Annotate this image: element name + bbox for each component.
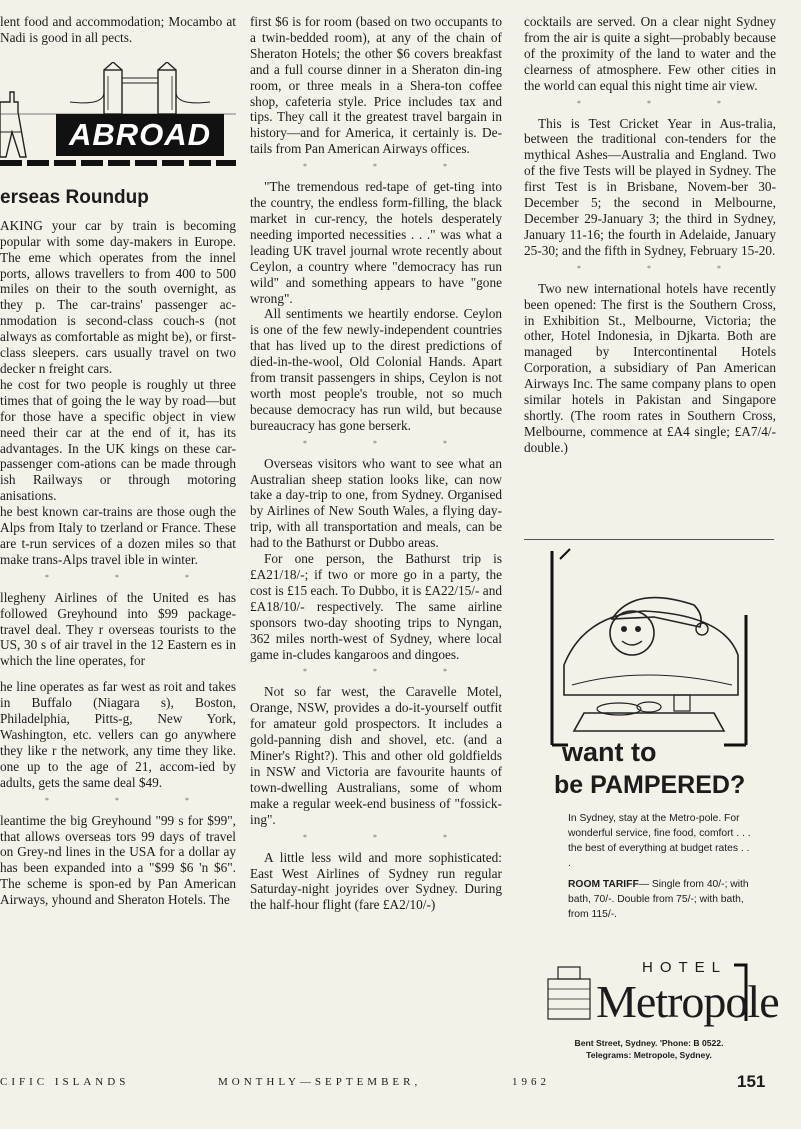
section-title: erseas Roundup bbox=[0, 186, 149, 208]
address-line: Telegrams: Metropole, Sydney. bbox=[586, 1050, 712, 1060]
divider bbox=[0, 160, 236, 166]
paragraph: Not so far west, the Caravelle Motel, Orange, NSW, provides a do-it-yourself outfit for amateur gold prospectors. It includes a gold-panning dish and shovel, etc. (and a Miner's Right?). This and other old goldfields in NSW and Victoria are favourite haunts of town-dwelling Australians, some of whom make a regular week-end business of "fossick-ing". bbox=[250, 684, 502, 827]
column-2 bbox=[250, 14, 502, 913]
publication-name: CIFIC ISLANDS bbox=[0, 1076, 130, 1088]
paragraph: This is Test Cricket Year in Aus-tralia, between the traditional con-tenders for the mythical Ashes—Australia and England. Two of the five Tests will be played in Sydney. The first Test is in Brisbane, Novem-ber 30-December 5; the second in Melbourne, December 29-January 3; the third in Sydney, January 11-16; the fourth in Adelaide, January 25-30; and the fifth in Sydney, February 15-20. bbox=[524, 115, 776, 258]
paragraph: "The tremendous red-tape of get-ting into the country, the endless form-filling, the black market in cur-rency, the hotels desperately needing imported necessities . . ." was what a leading UK travel journal wrote recently about Ceylon, a country where "democracy has run wild" and something appears to have "gone wrong". bbox=[250, 179, 502, 306]
separator-stars: * * * bbox=[303, 832, 479, 842]
separator-stars: * * * bbox=[45, 572, 221, 582]
ad-headline: be PAMPERED? bbox=[554, 771, 746, 799]
separator-stars: * * * bbox=[303, 162, 479, 172]
paragraph: first $6 is for room (based on two occupants to a twin-bedded room), at any of the chain of Sheraton Hotels; the other $6 covers breakfast and a full course dinner in a Sheraton din-ing room, or three meals in a Shera-ton coffee shop, cafeteria style. Price includes tax and tips. They call it the greatest travel bargain in history—and for America, it certainly is. De-tails from Pan American Airways offices. bbox=[250, 14, 502, 157]
separator-stars: * * * bbox=[577, 98, 753, 108]
divider bbox=[524, 539, 774, 540]
issue-year: 1962 bbox=[512, 1076, 550, 1088]
separator-stars: * * * bbox=[577, 263, 753, 273]
ad-headline: want to bbox=[562, 737, 657, 767]
abroad-title: ABROAD bbox=[56, 114, 224, 156]
separator-stars: * * * bbox=[303, 438, 479, 448]
paragraph: AKING your car by train is becoming popular with some day-makers in Europe. The eme which operates from the innel ports, allows travellers to from 400 to 500 miles on their to the south overnight, as they p. The car-trains' passenger ac-nmodation is second-class couch-s (not always as comfortable as might be), or first-class sleepers. cars usually travel on two decker n freight cars. bbox=[0, 217, 236, 376]
paragraph: llegheny Airlines of the United es has followed Greyhound into $99 package-travel deal. They r overseas tourists to the US, 30 s of air travel in the 12 Eastern es in which the line operates, for bbox=[0, 589, 236, 669]
paragraph: For one person, the Bathurst trip is £A21/18/-; if two or more go in a party, the cost is £15 each. To Dubbo, it is £A22/15/- and £A18/10/- respectively. The same airline sponsors two-day shooting trips to Nyngan, 362 miles north-west of Sydney, where local game in-cludes kangaroos and dingoes. bbox=[250, 551, 502, 662]
tariff-text: — Single from 40/-; with bath, 70/-. Double from 75/-; with bath, from 115/-. bbox=[568, 879, 749, 920]
hotel-address bbox=[524, 1037, 774, 1061]
separator-stars: * * * bbox=[303, 667, 479, 677]
paragraph: All sentiments we heartily endorse. Ceylon is one of the few newly-independent countries that has lived up to the direst predictions of died-in-the-wool, Old Colonial Hands. Apart from transit passengers in ships, Ceylon is not worth most people's trouble, not so much because democracy has run wild, but because bureaucracy has gone berserk. bbox=[250, 306, 502, 433]
paragraph: A little less wild and more sophisticated: East West Airlines of Sydney run regular Saturday-night joyrides over Sydney. During the half-hour flight (fare £A2/10/-) bbox=[250, 849, 502, 913]
paragraph: he cost for two people is roughly ut three times that of going the le way by road—but for those have a specific object in view need their car at the end of it, has its advantages. In the UK kings on these car-passenger com-ations can be made through ish Railways or through motoring anisations. bbox=[0, 376, 236, 504]
hotel-word: HOTEL bbox=[642, 959, 728, 976]
tariff-label: ROOM TARIFF bbox=[568, 879, 639, 890]
paragraph: Two new international hotels have recently been opened: The first is the Southern Cross, in Exhibition St., Melbourne, Victoria; the other, Hotel Indonesia, in Djkarta. Both are managed by Intercontinental Hotels Corporation, a subsidiary of Pan American Airways Inc. The same company plans to open similar hotels in Pakistan and Singapore shortly. (The room rates in Southern Cross, Melbourne, commence at £A4 single; £A7/4/- double.) bbox=[524, 280, 776, 455]
page-number: 151 bbox=[737, 1072, 766, 1091]
abroad-logo bbox=[0, 62, 236, 174]
page-footer bbox=[0, 1072, 801, 1092]
paragraph: leantime the big Greyhound "99 s for $99", that allows overseas tors 99 days of travel on Grey-nd lines in the USA for a dollar ay has been expanded into a "$99 $6 'n $6". The scheme is spon-ed by Pan American Airways, yhound and Sheraton Hotels. The bbox=[0, 812, 236, 908]
room-tariff bbox=[568, 877, 754, 922]
paragraph: cocktails are served. On a clear night Sydney from the air is quite a sight—probably because of the proximity of the land to water and the clearness of atmosphere. Few other cities in the world can equal this night time air view. bbox=[524, 14, 776, 93]
ad-body: In Sydney, stay at the Metro-pole. For wonderful service, fine food, comfort . . . the best of everything at budget rates . . . bbox=[568, 813, 751, 869]
separator-stars: * * * bbox=[45, 795, 221, 805]
column-1 bbox=[0, 14, 236, 908]
hotel-advertisement bbox=[524, 539, 779, 1099]
paragraph: lent food and accommodation; Mocambo at Nadi is good in all pects. bbox=[0, 14, 236, 45]
address-line: Bent Street, Sydney. 'Phone: B 0522. bbox=[574, 1038, 724, 1048]
paragraph: he best known car-trains are those ough the Alps from Italy to tzerland or France. These are t-run services of a dozen miles so that make trans-Alps travel ible in winter. bbox=[0, 504, 236, 567]
hotel-name: Metropole bbox=[596, 976, 779, 1027]
paragraph: Overseas visitors who want to see what an Australian sheep station looks like, can now take a day-trip to one, from Sydney. Organised by Airlines of New South Wales, a flying day-trip, with all transportation and meals, can be had to the Bathurst or Dubbo areas. bbox=[250, 455, 502, 551]
issue-month: MONTHLY—SEPTEMBER, bbox=[218, 1076, 422, 1088]
paragraph: he line operates as far west as roit and takes in Buffalo (Niagara s), Boston, Philadelphia, Pitts-g, New York, Washington, etc. vellers can go anywhere they like r the network, any time they like. one up to the age of 21, accom-ied by adults, gets the same deal $49. bbox=[0, 679, 236, 790]
column-3 bbox=[524, 14, 776, 456]
